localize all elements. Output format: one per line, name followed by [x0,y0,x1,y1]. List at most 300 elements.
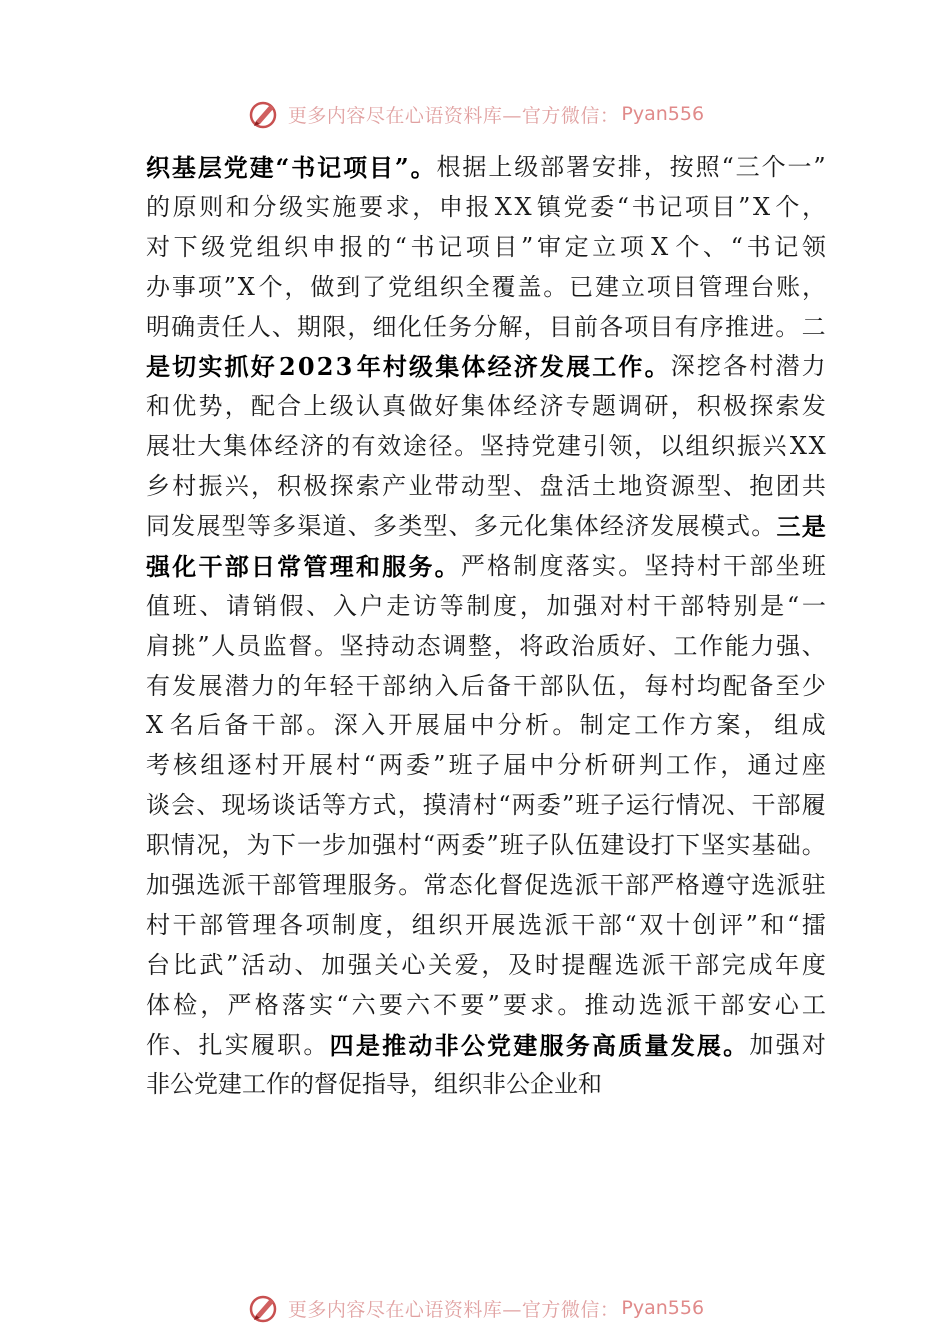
body-text: 均 [696,671,721,700]
body-text: 开 [281,751,306,780]
body-text: 活 [241,950,266,979]
body-text: 分 [497,711,522,740]
body-text: 覆 [491,272,516,301]
bold-text: 四 [329,1030,354,1060]
pen-logo-icon [246,96,282,132]
body-text: 严 [650,871,675,900]
body-text: 书 [631,192,656,221]
body-text: 强 [372,831,397,860]
body-text: 公 [170,1070,194,1099]
body-text: 径 [428,432,453,461]
body-text: 建 [557,432,581,461]
body-text: 挑 [171,631,196,660]
body-text: 一 [296,831,321,860]
body-text: 申 [438,192,463,221]
bold-text: 经 [487,352,512,382]
body-text: 探 [329,472,354,501]
body-text: 式 [726,512,751,541]
body-text: 关 [374,950,399,979]
bold-text: 级 [409,352,434,382]
body-text: 深 [333,711,358,740]
body-text: 团 [775,472,800,501]
body-text: ， [493,631,518,660]
body-text: 现 [221,791,246,820]
body-text: “ [721,153,734,181]
body-text: 等 [246,512,271,541]
body-text: 业 [408,472,433,501]
body-text: ” [226,950,239,979]
body-text: 定 [564,232,589,261]
watermark-handle: Pyan556 [621,1297,705,1319]
body-text: 座 [801,751,826,780]
body-text: 发 [801,392,826,421]
body-text: 管 [225,910,250,939]
body-text: 作 [699,631,724,660]
body-text: 委 [590,192,615,221]
bold-text: 展 [566,352,591,382]
body-text: 加 [749,1030,774,1059]
body-text: 施 [332,192,357,221]
body-text: 专 [565,392,590,421]
body-text: 分 [473,312,498,341]
bold-text: 记 [317,153,342,182]
body-text: 台 [750,272,775,301]
body-text: 选 [549,871,574,900]
body-text: 地 [618,472,643,501]
body-text: 多 [272,512,297,541]
body-text: 型 [487,472,512,501]
body-text: 和 [760,910,785,939]
body-text: 带 [434,472,459,501]
body-text: 强 [347,950,372,979]
body-text: X [808,432,826,461]
body-text: 已 [569,272,594,301]
bold-text: 济 [513,352,538,382]
body-text: 探 [749,392,774,421]
body-text: 人 [246,312,271,341]
body-text: 党 [563,192,588,221]
body-text: 子 [525,831,550,860]
body-text: 坚 [479,432,504,461]
body-text: 织 [458,1070,482,1099]
body-text: 村 [172,472,197,501]
bold-text: 展 [696,1030,721,1060]
body-text: 个 [258,272,283,301]
body-text: 访 [413,591,438,620]
body-text: 发 [650,512,675,541]
body-text: 选 [614,950,639,979]
body-text: 村 [336,751,361,780]
body-text: 落 [281,990,306,1019]
text-line [146,746,826,786]
body-text: 情 [171,831,196,860]
body-text: 监 [262,631,287,660]
bold-text: 2 [279,352,296,382]
body-text: 特 [706,591,731,620]
body-text: 求 [530,990,555,1019]
body-text: 振 [198,472,223,501]
body-text: ， [618,671,643,700]
body-text: 做 [310,272,335,301]
body-text: 、 [726,791,751,820]
bold-text: 。 [644,352,669,382]
body-text: 会 [171,791,196,820]
body-text: 挖 [696,352,721,381]
body-text: 度 [801,950,826,979]
body-text: ” [433,751,446,780]
body-text: 动 [460,472,485,501]
bold-text: 基 [171,153,196,182]
body-text: 期 [297,312,322,341]
body-text: 集 [460,392,485,421]
body-text: 加 [321,950,346,979]
body-text: 两 [378,751,403,780]
body-text: 做 [408,392,433,421]
body-text: 考 [146,751,170,780]
body-text: 届 [443,711,468,740]
body-text: 、 [448,512,473,541]
body-text: 等 [439,591,464,620]
body-text: 选 [518,910,543,939]
body-text: ” [197,631,210,660]
body-text: 质 [596,631,621,660]
body-text: 题 [591,392,616,421]
body-text: 作 [266,1070,290,1099]
body-text: ， [200,990,225,1019]
body-text: 限 [322,312,347,341]
body-text: 肩 [146,631,170,660]
bold-text: 质 [618,1030,643,1060]
body-text: 的 [146,192,170,221]
body-text: X [237,272,255,301]
bold-text: 。 [410,153,435,182]
bold-text: 高 [591,1030,616,1060]
body-text: 少 [801,671,826,700]
body-text: 体 [574,512,599,541]
body-text: 办 [146,272,170,301]
body-text: 要 [460,990,485,1019]
body-text: 假 [279,591,304,620]
body-text: 干 [723,551,748,580]
body-text: X [146,711,164,740]
body-text: 度 [539,551,564,580]
body-text: ” [521,232,534,261]
body-text: 走 [386,591,411,620]
bold-text: 村 [382,352,407,382]
body-text: 派 [641,950,666,979]
body-text: 工 [673,631,698,660]
body-text: 实 [224,1030,249,1059]
body-text: 。 [306,711,331,740]
bold-text: 日 [250,551,275,581]
body-text: 型 [221,512,246,541]
body-text: 项 [197,272,222,301]
watermark-header [0,94,950,134]
body-text: 要 [359,192,383,221]
body-text: 级 [201,232,226,261]
body-text: 配 [250,392,275,421]
body-text: 履 [801,791,826,820]
body-text: 销 [252,591,277,620]
body-text: 实 [591,551,616,580]
body-text: “ [498,791,511,820]
body-text: 据 [462,153,487,181]
body-text: 二 [801,312,826,341]
body-text: 治 [570,631,595,660]
body-text: 后 [460,671,485,700]
body-text: 班 [801,551,826,580]
body-text: 、 [723,472,748,501]
body-text: 济 [539,392,564,421]
body-text: 立 [592,232,617,261]
text-line [146,946,826,986]
body-text: 评 [719,910,743,939]
bold-text: 常 [277,551,302,581]
body-text: 动 [391,631,415,660]
body-text: 目 [649,312,674,341]
body-text: 驻 [801,871,826,900]
body-text: 武 [199,950,224,979]
body-text: 责 [196,312,221,341]
body-text: 备 [224,711,249,740]
body-text: 为 [246,831,271,860]
body-text: 判 [638,751,663,780]
body-text: 公 [506,1070,530,1099]
bold-text: 目 [368,153,393,182]
body-text: 的 [277,671,302,700]
bold-text: 发 [539,352,564,382]
body-text: “ [394,232,407,261]
body-text: 的 [325,432,350,461]
body-text: 。 [313,631,338,660]
body-text: 值 [146,591,170,620]
body-text: 组 [200,751,225,780]
text-line [146,547,826,587]
text-line [146,986,826,1026]
body-text: 织 [284,232,309,261]
body-text: 动 [267,950,292,979]
body-text: 理 [724,272,749,301]
body-text: 确 [171,312,196,341]
body-text: 的 [290,1070,314,1099]
body-text: 、 [271,312,296,341]
bold-text: 强 [146,551,170,581]
body-text: 以 [659,432,684,461]
body-text: 效 [377,432,402,461]
body-text: 工 [801,990,826,1019]
text-line [146,268,826,308]
body-text: 研 [611,751,636,780]
body-text: 年 [303,671,328,700]
body-text: 、 [306,591,331,620]
body-text: 促 [338,1070,362,1099]
body-text: 一 [787,153,812,181]
body-text: 干 [172,910,197,939]
body-text: 方 [688,711,713,740]
body-text: 报 [465,192,490,221]
body-text: 同 [146,512,170,541]
body-text: 非 [146,1070,170,1099]
text-line [146,427,826,467]
body-text: 。 [801,831,826,860]
body-text: 至 [775,671,800,700]
text-line [146,667,826,707]
body-text: 个 [775,192,800,221]
body-text: 督 [288,631,313,660]
body-text: X [789,432,807,461]
body-text: 审 [536,232,561,261]
document-body [146,148,826,1105]
body-text: 推 [724,312,749,341]
body-text: 项 [684,192,709,221]
body-text: 明 [146,312,170,341]
body-text: 领 [801,232,826,261]
bold-text: “ [275,153,290,182]
body-text: 细 [372,312,397,341]
body-text: 十 [665,910,690,939]
body-text: ” [745,910,758,939]
body-text: 纳 [408,671,433,700]
body-text: 班 [172,591,197,620]
text-line [146,188,826,228]
body-text: 部 [695,950,720,979]
body-text: 级 [329,392,354,421]
body-text: ， [397,791,422,820]
body-text: 守 [726,871,751,900]
body-text: 体 [487,392,512,421]
body-text: 体 [248,432,273,461]
body-text: 作 [693,751,718,780]
text-line [146,467,826,507]
body-text: 项 [624,312,649,341]
text-line [146,387,826,427]
body-text: 班 [575,791,600,820]
body-text: 共 [801,472,826,501]
body-text: ， [670,392,695,421]
body-text: 打 [650,831,675,860]
body-text: 、 [196,791,221,820]
body-text: 索 [355,472,380,501]
body-text: 管 [698,272,723,301]
body-text: 提 [561,950,586,979]
body-text: 部 [199,910,224,939]
body-text: 干 [693,990,718,1019]
body-text: 积 [696,392,721,421]
body-text: 途 [402,432,427,461]
body-text: 班 [499,831,524,860]
body-text: ， [720,751,745,780]
body-text: 解 [498,312,523,341]
body-text: 醒 [588,950,613,979]
body-text: 全 [465,272,490,301]
body-text: 创 [692,910,717,939]
body-text: 类 [398,512,423,541]
body-text: 书 [410,232,435,261]
body-text: 原 [172,192,197,221]
body-text: ， [412,192,437,221]
body-text: 础 [776,831,801,860]
body-text: 织 [438,910,463,939]
body-text: 对 [599,591,624,620]
body-text: 展 [415,711,440,740]
text-line [146,308,826,348]
body-text: ， [481,950,506,979]
body-text: 认 [355,392,380,421]
body-text: 务 [372,871,397,900]
body-text: 加 [146,871,170,900]
body-text: 极 [303,472,328,501]
bold-text: 项 [343,153,368,182]
bold-text: 建 [513,1030,538,1060]
body-text: X [494,192,512,221]
bold-text: 干 [198,551,223,581]
body-text: 中 [470,711,495,740]
body-text: “ [336,990,349,1019]
body-text: 制 [466,591,491,620]
body-text: 村 [626,591,651,620]
body-text: “ [624,910,637,939]
body-text: 作 [661,711,686,740]
body-text: 两 [436,831,461,860]
body-text: 格 [675,871,700,900]
body-text: 及 [508,950,533,979]
body-text: 遵 [700,871,725,900]
bold-text: 务 [408,551,433,581]
bold-text: 是 [801,512,826,542]
body-text: “ [730,232,743,261]
body-text: 资 [644,472,669,501]
body-text: 选 [638,990,663,1019]
bold-text: 党 [487,1030,512,1060]
body-text: ， [410,1070,434,1099]
body-text: 年 [775,950,800,979]
body-text: ” [487,990,500,1019]
body-text: 况 [196,831,221,860]
body-text: 政 [545,631,570,660]
body-text: 调 [618,392,643,421]
body-text: ， [284,272,309,301]
body-text: 扎 [198,1030,223,1059]
body-text: 严 [227,990,252,1019]
body-text: 。 [557,990,582,1019]
text-line [146,706,826,746]
body-text: 记 [438,232,463,261]
body-text: 要 [502,990,527,1019]
body-text: 展 [309,751,334,780]
body-text: 体 [146,990,170,1019]
body-text: 展 [675,512,700,541]
body-text: 服 [347,871,372,900]
body-text: 、 [347,512,372,541]
body-text: 理 [322,871,347,900]
body-text: ， [347,312,372,341]
bold-text: 书 [291,153,316,182]
bold-text: ” [394,153,409,182]
body-text: 中 [530,751,555,780]
body-text: 、 [801,631,826,660]
body-text: 组 [411,910,436,939]
body-text: ， [250,472,275,501]
body-text: 和 [225,192,250,221]
text-line [146,866,826,906]
body-text: 大 [197,432,222,461]
body-text: 潜 [775,352,800,381]
body-text: 请 [226,591,251,620]
body-text: 时 [534,950,559,979]
body-text: 过 [774,751,799,780]
body-text: 村 [254,751,279,780]
body-text: 态 [416,631,441,660]
